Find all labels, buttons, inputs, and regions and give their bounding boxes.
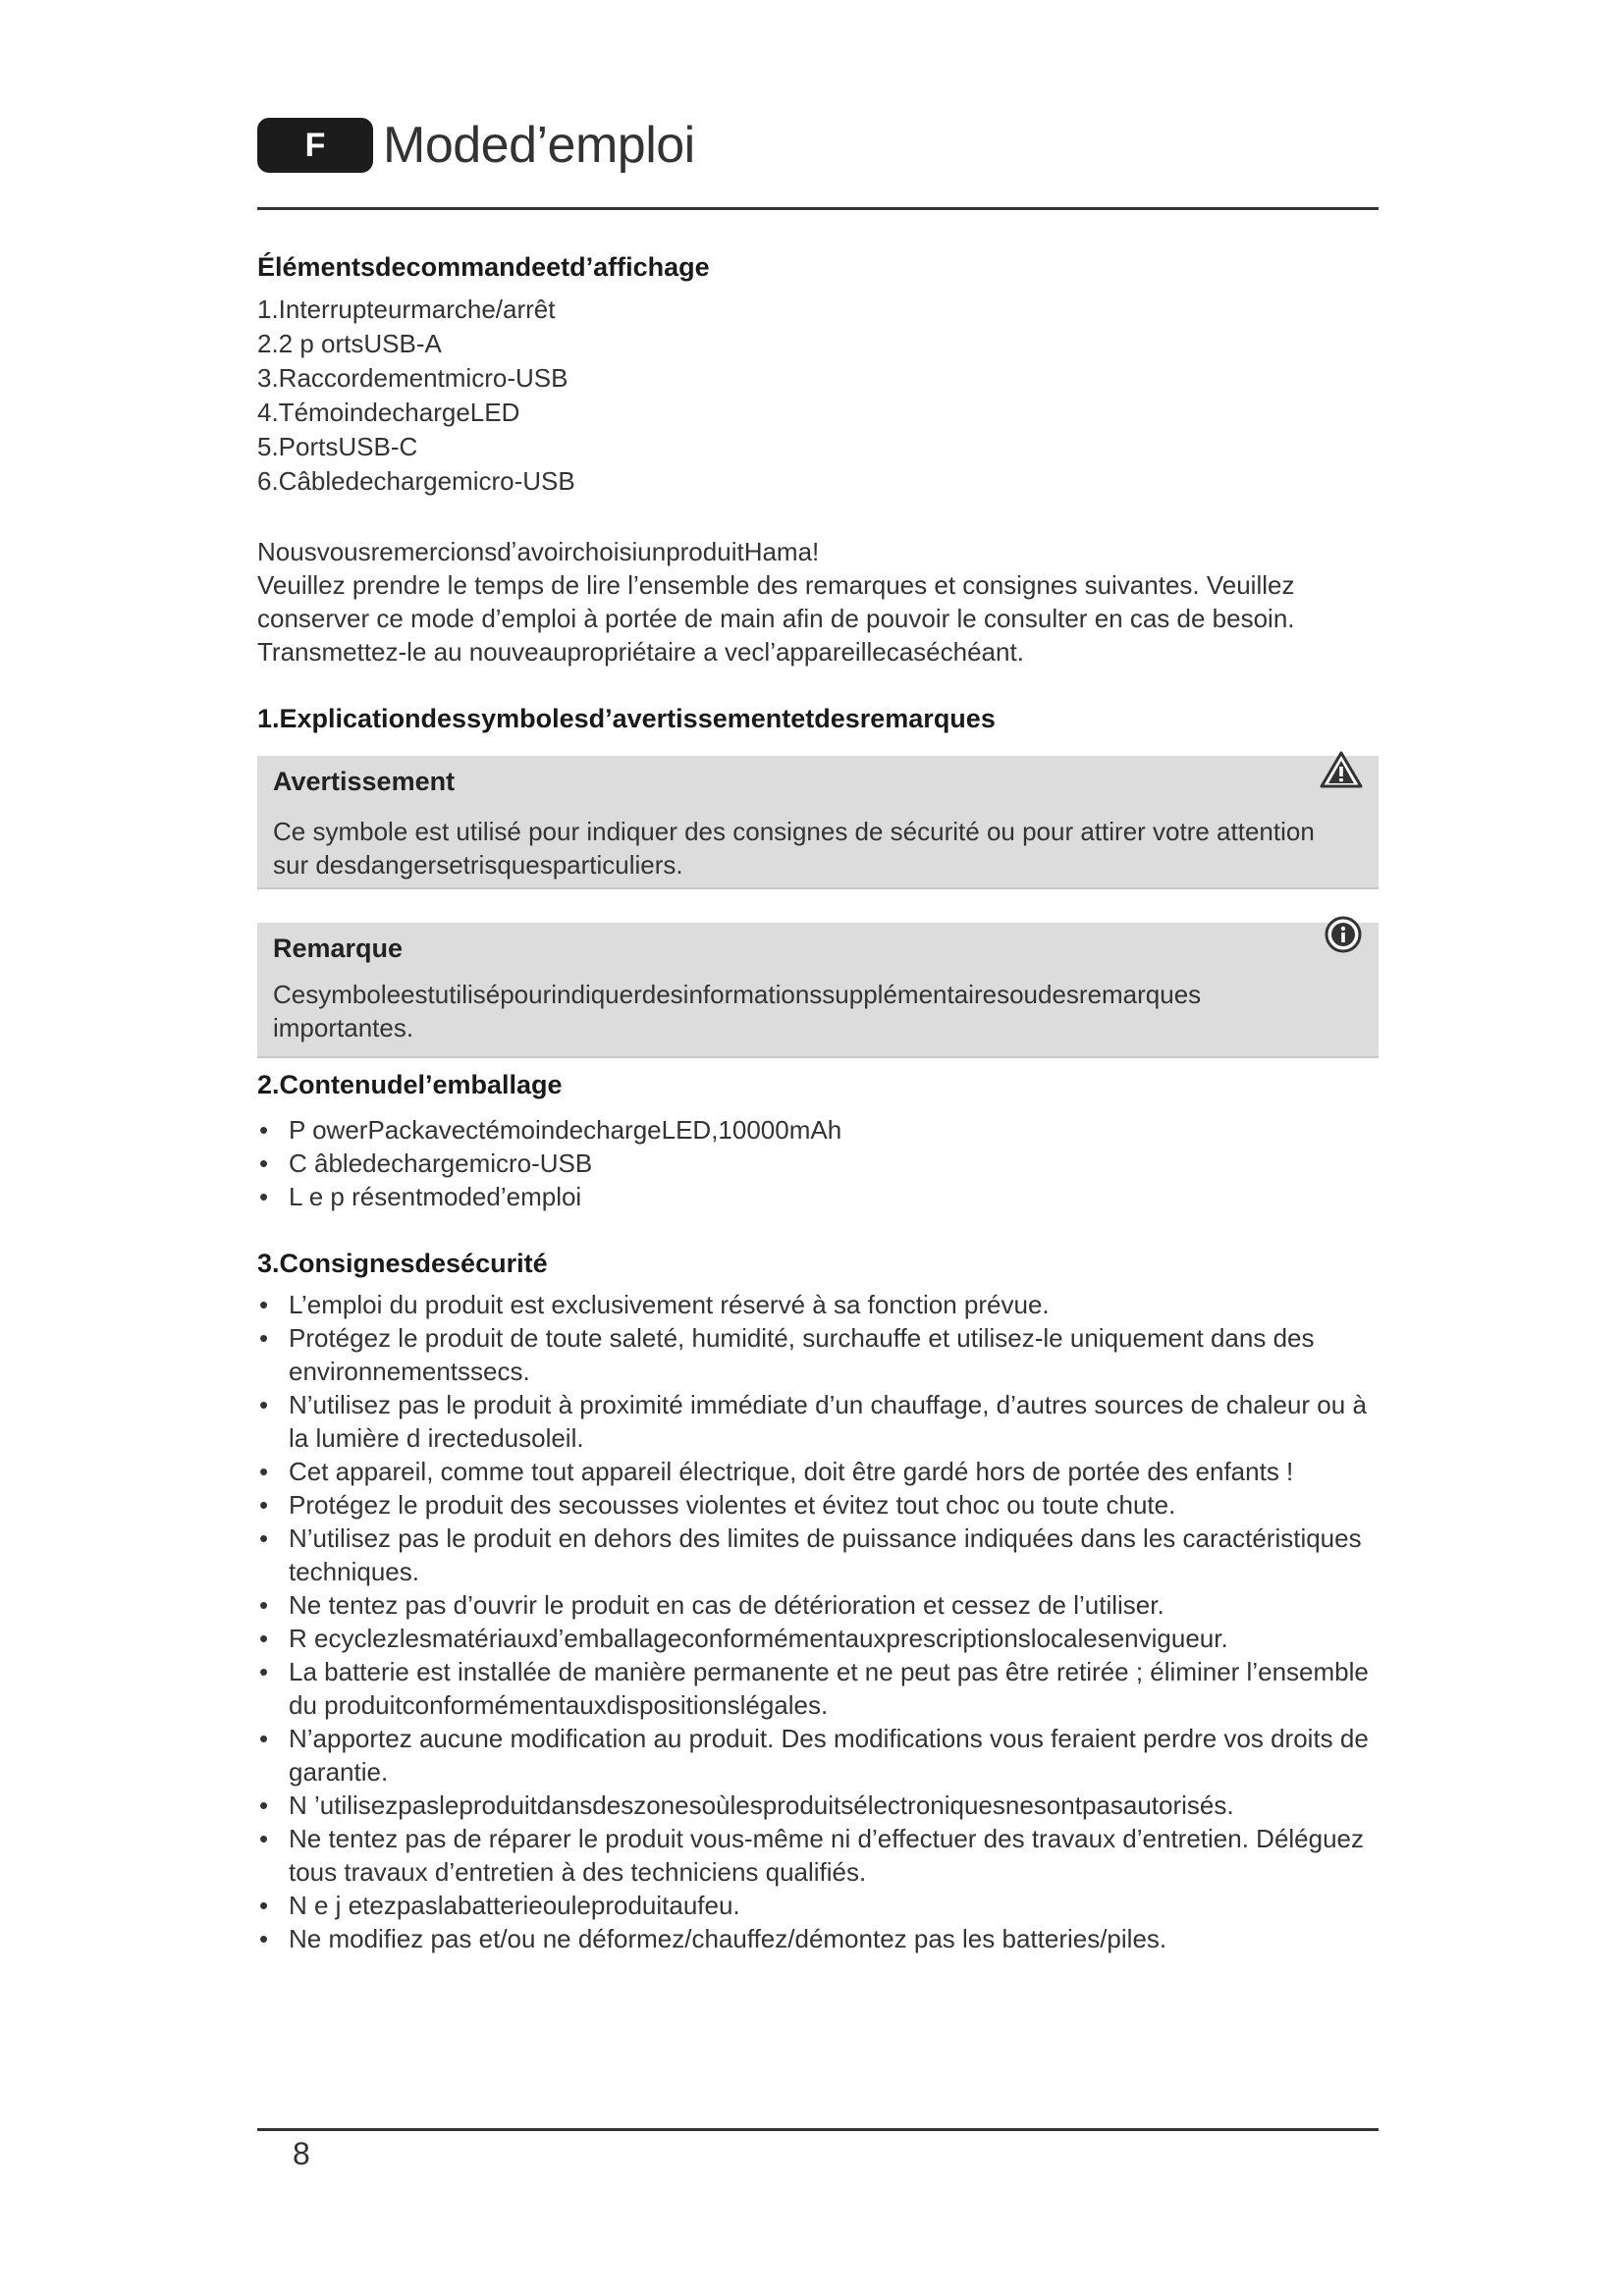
header-divider — [257, 207, 1379, 210]
controls-list — [257, 293, 575, 499]
list-item: • Ne tentez pas d’ouvrir le produit en cas de détérioration et cessez de l’utiliser. — [257, 1588, 1379, 1622]
package-contents-list — [257, 1113, 1379, 1213]
document-title: Moded’emploi — [383, 117, 695, 174]
controls-item: 3.Raccordementmicro-USB — [257, 363, 568, 393]
controls-item: 1.Interrupteurmarche/arrêt — [257, 294, 556, 324]
list-item: • La batterie est installée de manière permanente et ne peut pas être retirée ; éliminer l’ensemble du produitconformémentauxdispositionslégales. — [257, 1655, 1379, 1722]
list-item: • N’utilisez pas le produit à proximité immédiate d’un chauffage, d’autres sources de chaleur ou à la lumière d irectedusoleil. — [257, 1388, 1379, 1455]
intro-thanks: NousvousremercionsdʼavoirchoisiunproduitHama! — [257, 537, 820, 566]
list-item: • R ecyclezlesmatériauxd’emballageconformémentauxprescriptionslocalesenvigueur. — [257, 1622, 1379, 1655]
list-item: • L’emploi du produit est exclusivement réservé à sa fonction prévue. — [257, 1288, 1379, 1321]
warning-box — [257, 756, 1379, 887]
list-item: • N’utilisez pas le produit en dehors des limites de puissance indiquées dans les caractéristiques techniques. — [257, 1522, 1379, 1588]
controls-item: 5.PortsUSB-C — [257, 432, 418, 461]
controls-heading: Élémentsdecommandeetd’affichage — [257, 252, 710, 282]
page-header — [257, 116, 695, 175]
list-item: • Cet appareil, comme tout appareil électrique, doit être gardé hors de portée des enfants ! — [257, 1455, 1379, 1488]
list-item: • C âbledechargemicro-USB — [257, 1147, 1379, 1180]
section2-heading: 2.Contenudel’emballage — [257, 1070, 563, 1099]
controls-item: 2.2 p ortsUSB-A — [257, 329, 442, 358]
note-box — [257, 923, 1379, 1056]
note-title: Remarque — [273, 934, 404, 963]
section1-heading: 1.Explicationdessymbolesd’avertissementetdesremarques — [257, 704, 996, 733]
page-number: 8 — [293, 2136, 310, 2171]
list-item: • P owerPackavectémoindechargeLED,10000mAh — [257, 1113, 1379, 1147]
note-text: Cesymboleestutilisépourindiquerdesinformationssupplémentairesoudesremarques importantes. — [273, 980, 1202, 1042]
section3-heading: 3.Consignesdesécurité — [257, 1249, 548, 1278]
list-item: • Ne tentez pas de réparer le produit vous-même ni d’effectuer des travaux d’entretien. Déléguez tous travaux d’entretien à des techniciens qualifiés. — [257, 1822, 1379, 1889]
controls-item: 4.TémoindechargeLED — [257, 398, 520, 427]
warning-triangle-icon — [1320, 750, 1363, 794]
list-item: • Protégez le produit de toute saleté, humidité, surchauffe et utilisez-le uniquement dans des environnementssecs. — [257, 1321, 1379, 1388]
list-item: • Ne modifiez pas et/ou ne déformez/chauffez/démontez pas les batteries/piles. — [257, 1922, 1379, 1955]
list-item: • N e j etezpaslabatterieouleproduitaufeu. — [257, 1889, 1379, 1922]
warning-text: Ce symbole est utilisé pour indiquer des consignes de sécurité ou pour attirer votre attention sur desdangersetrisquesparticuliers. — [273, 817, 1315, 880]
safety-instructions-list — [257, 1288, 1379, 1955]
language-badge: F — [257, 118, 373, 173]
intro-paragraph — [257, 535, 1379, 668]
list-item: • L e p résentmoded’emploi — [257, 1180, 1379, 1213]
list-item: • N’apportez aucune modification au produit. Des modifications vous feraient perdre vos droits de garantie. — [257, 1722, 1379, 1789]
info-circle-icon — [1324, 915, 1363, 959]
intro-instructions: Veuillez prendre le temps de lire l’ensemble des remarques et consignes suivantes. Veuillez conserver ce mode d’emploi à portée de main afin de pouvoir le consulter en cas de besoin. Transmettez-le au nouveaupropriétaire a vecl’appareillecaséchéant. — [257, 570, 1295, 667]
warning-title: Avertissement — [273, 767, 456, 796]
controls-item: 6.Câbledechargemicro-USB — [257, 466, 575, 496]
list-item: • N ’utilisezpasleproduitdansdeszonesoùlesproduitsélectroniquesnesontpasautorisés. — [257, 1789, 1379, 1822]
manual-page — [257, 0, 1379, 2296]
footer-divider — [257, 2128, 1379, 2131]
list-item: • Protégez le produit des secousses violentes et évitez tout choc ou toute chute. — [257, 1488, 1379, 1522]
